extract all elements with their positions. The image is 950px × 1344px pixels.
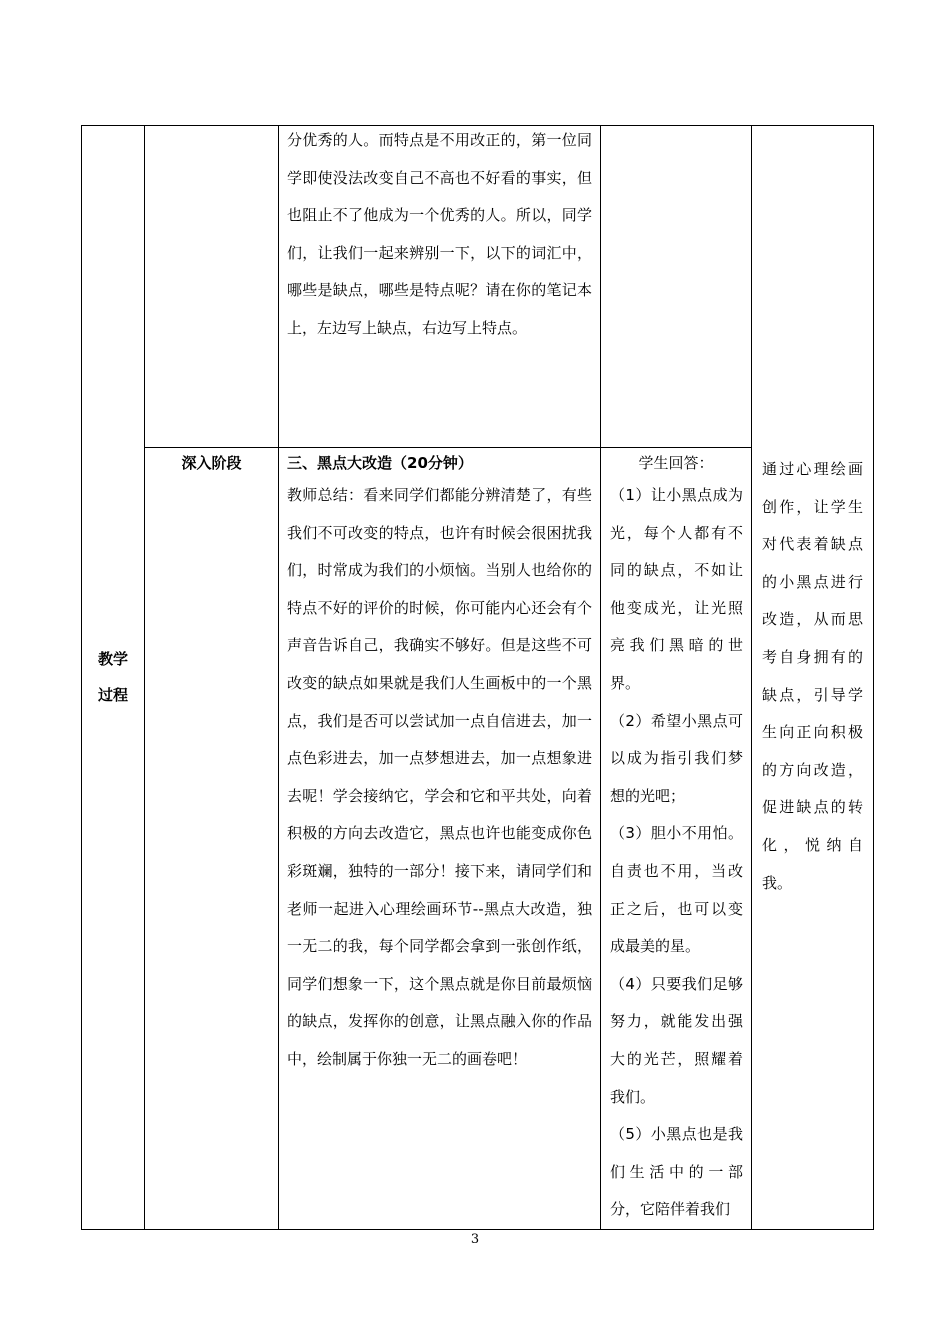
student-answer-1: （1）让小黑点成为光，每个人都有不同的缺点，不如让他变成光，让光照亮我们黑暗的世界。	[610, 486, 743, 692]
table-row	[82, 126, 874, 448]
student-answer-4: （4）只要我们足够努力，就能发出强大的光芒，照耀着我们。	[610, 974, 743, 1106]
design-intent-cell	[752, 126, 874, 1230]
content-cell	[279, 448, 601, 1230]
student-answer-3: （3）胆小不用怕。自责也不用，当改正之后，也可以变成最美的星。	[610, 824, 743, 956]
process-label-line-2: 过程	[97, 686, 128, 705]
student-answers-cell	[601, 448, 752, 1230]
student-answers	[601, 477, 751, 1229]
student-cell-empty	[601, 126, 752, 448]
design-intent-text: 通过心理绘画创作，让学生对代表着缺点的小黑点进行改造，从而思考自身拥有的缺点，引导学生向正向积极的方向改造，促进缺点的转化，悦纳自我。	[762, 460, 863, 892]
stage-cell-empty	[145, 126, 279, 448]
teaching-process-label	[82, 126, 145, 1230]
teacher-summary-text: 教师总结：看来同学们都能分辨清楚了，有些我们不可改变的特点，也许有时候会很困扰我们，时常成为我们的小烦恼。当别人也给你的特点不好的评价的时候，你可能内心还会有个声音告诉自己，我确实不够好。但是这些不可改变的缺点如果就是我们人生画板中的一个黑点，我们是否可以尝试加一点自信进去，加一点色彩进去，加一点梦想进去，加一点想象进去呢！学会接纳它，学会和它和平共处，向着积极的方向去改造它，黑点也许也能变成你色彩斑斓，独特的一部分！接下来，请同学们和老师一起进入心理绘画环节--黑点大改造，独一无二的我，每个同学都会拿到一张创作纸，同学们想象一下，这个黑点就是你目前最烦恼的缺点，发挥你的创意，让黑点融入你的作品中，绘制属于你独一无二的画卷吧！	[287, 486, 592, 1068]
process-label-line-1: 教学	[97, 650, 128, 669]
student-answer-5: （5）小黑点也是我们生活中的一部分，它陪伴着我们	[610, 1125, 743, 1219]
student-answer-2: （2）希望小黑点可以成为指引我们梦想的光吧；	[610, 711, 743, 805]
lesson-plan-table	[81, 125, 874, 1230]
student-heading: 学生回答：	[638, 454, 714, 472]
page-number: 3	[470, 1232, 480, 1247]
stage-label: 深入阶段	[145, 448, 279, 1230]
continued-teacher-text: 分优秀的人。而特点是不用改正的，第一位同学即使没法改变自己不高也不好看的事实，但也阻止不了他成为一个优秀的人。所以，同学们，让我们一起来辨别一下，以下的词汇中，哪些是缺点，哪些是特点呢？请在你的笔记本上，左边写上缺点，右边写上特点。	[287, 131, 592, 337]
content-cell	[279, 126, 601, 448]
section-title: 三、黑点大改造（20分钟）	[287, 454, 473, 472]
